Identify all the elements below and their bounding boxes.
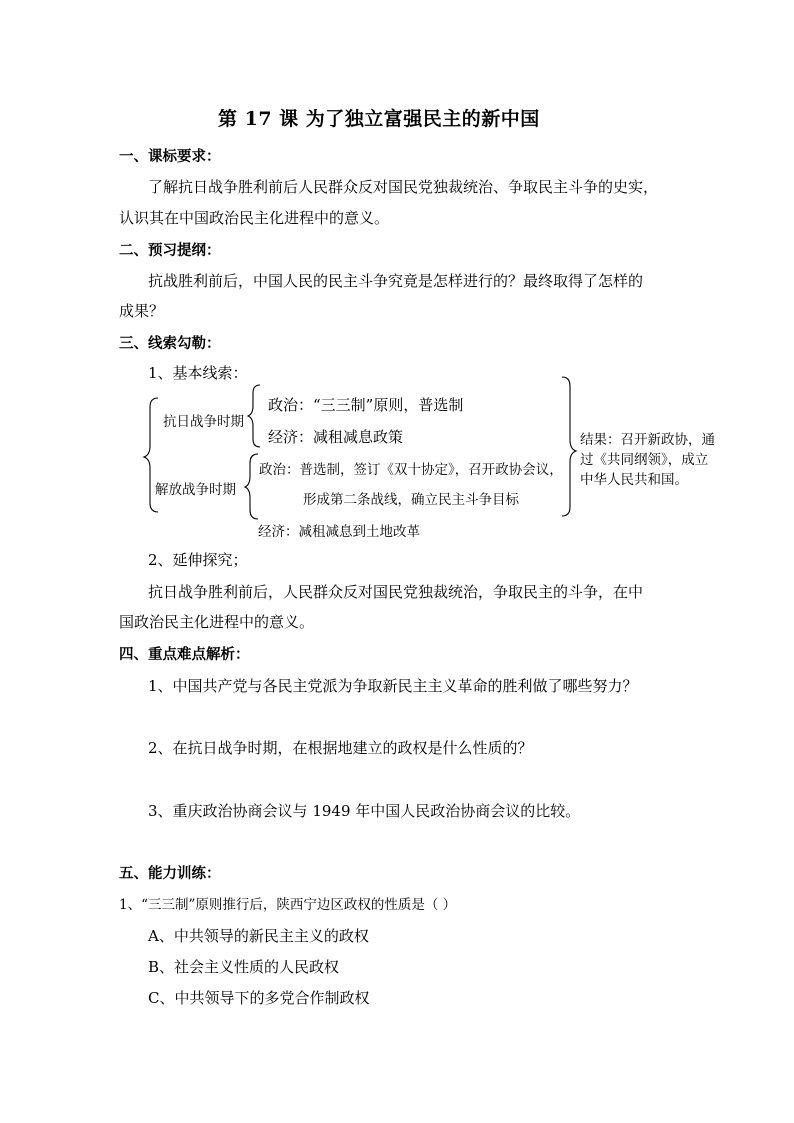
result-line3: 中华人民共和国。	[580, 472, 688, 488]
option-b: B、社会主义性质的人民政权	[148, 958, 340, 976]
key-question-2: 2、在抗日战争时期，在根据地建立的政权是什么性质的？	[148, 739, 533, 757]
result-line1: 结果：召开新政协，通	[580, 432, 715, 448]
period1-politics: 政治：“三三制”原则，普选制	[268, 396, 464, 414]
section-heading-preview: 二、预习提纲：	[119, 242, 221, 259]
period1-economy: 经济：减租减息政策	[268, 428, 404, 446]
option-c: C、中共领导下的多党合作制政权	[148, 989, 370, 1007]
section-heading-key-points: 四、重点难点解析：	[119, 646, 250, 663]
clues-subheading-extension: 2、延伸探究；	[148, 551, 248, 569]
section-heading-clues: 三、线索勾勒：	[119, 335, 221, 352]
period2-brace	[245, 454, 258, 519]
preview-text-line2: 成果？	[119, 302, 165, 320]
key-question-3: 3、重庆政治协商会议与 1949 年中国人民政治协商会议的比较。	[148, 802, 581, 820]
clues-subheading-basic: 1、基本线索：	[148, 364, 248, 382]
standards-text-line2: 认识其在中国政治民主化进程中的意义。	[119, 209, 390, 227]
practice-question-1: 1、“三三制”原则推行后，陕西宁边区政权的性质是（ ）	[119, 897, 457, 913]
period2-politics: 政治：普选制，签订《双十协定》，召开政协会议，	[259, 462, 563, 478]
period2-politics-cont: 形成第二条战线，确立民主斗争目标	[303, 492, 519, 508]
option-a: A、中共领导的新民主主义的政权	[148, 927, 369, 945]
extension-text-line1: 抗日战争胜利前后，人民群众反对国民党独裁统治，争取民主的斗争，在中	[148, 583, 644, 601]
section-heading-practice: 五、能力训练：	[119, 865, 221, 882]
period2-label: 解放战争时期	[155, 482, 236, 498]
period1-label: 抗日战争时期	[163, 414, 244, 430]
page-title: 第 17 课 为了独立富强民主的新中国	[218, 108, 540, 130]
key-question-1: 1、中国共产党与各民主党派为争取新民主主义革命的胜利做了哪些努力？	[148, 677, 638, 695]
result-line2: 过《共同纲领》，成立	[580, 452, 709, 468]
result-right-brace	[562, 377, 576, 516]
extension-text-line2: 国政治民主化进程中的意义。	[119, 613, 315, 631]
standards-text-line1: 了解抗日战争胜利前后人民群众反对国民党独裁统治、争取民主斗争的史实，	[148, 178, 659, 196]
section-heading-standards: 一、课标要求：	[119, 148, 221, 165]
period1-brace	[248, 385, 260, 447]
preview-text-line1: 抗战胜利前后，中国人民的民主斗争究竟是怎样进行的？最终取得了怎样的	[148, 272, 644, 290]
period2-economy: 经济：减租减息到土地改革	[258, 524, 420, 540]
